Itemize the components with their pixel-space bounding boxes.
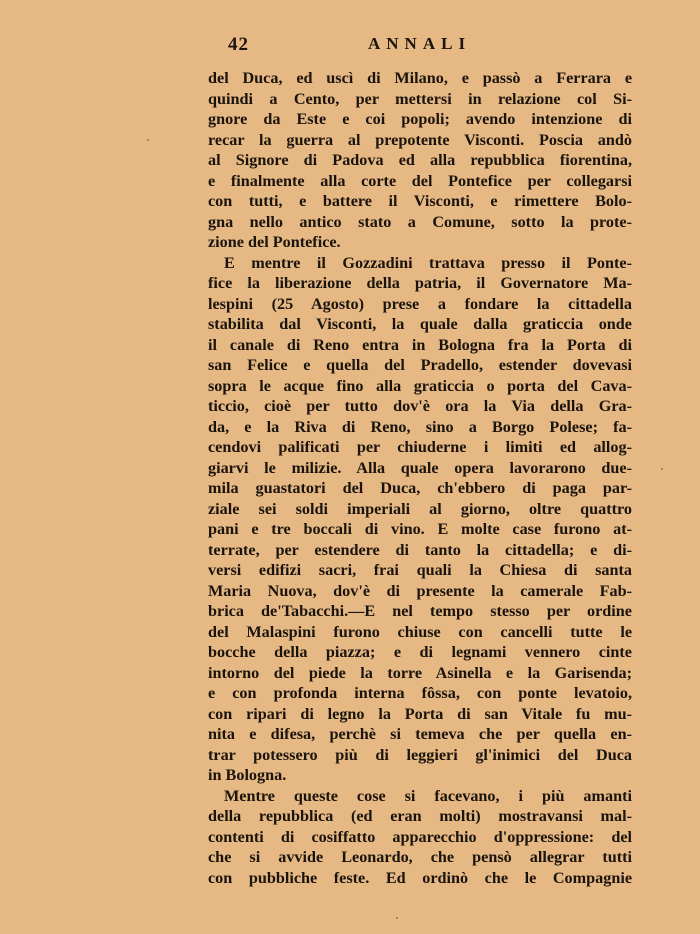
text-line: con tutti, e battere il Visconti, e rimettere Bolo- (208, 192, 632, 210)
paper-speck (661, 468, 663, 470)
text-line: intorno del piede la torre Asinella e la Garisenda; (208, 663, 632, 682)
text-line: Maria Nuova, dov'è di presente la camerale Fab- (208, 581, 632, 600)
text-line: della repubblica (ed eran molti) mostravansi mal- (208, 807, 632, 825)
paper-speck (147, 139, 149, 141)
text-line: brica de'Tabacchi.—E nel tempo stesso per ordine (208, 602, 632, 620)
running-head: ANNALI (368, 34, 472, 53)
text-line: recar la guerra al prepotente Visconti. Poscia andò (208, 130, 632, 149)
text-line: san Felice e quella del Pradello, estender dovevasi (208, 356, 632, 374)
text-line: quindi a Cento, per mettersi in relazione col Si- (208, 89, 632, 108)
text-line: contenti di cosiffatto apparecchio d'oppressione: del (208, 827, 632, 846)
text-line: mila guastatori del Duca, ch'ebbero di paga par- (208, 479, 632, 497)
text-line: trar potessero più di leggieri gl'inimici del Duca (208, 745, 632, 764)
text-line: al Signore di Padova ed alla repubblica fiorentina, (208, 151, 632, 169)
text-line: cendovi palificati per chiuderne i limiti ed allog- (208, 438, 632, 456)
text-line: del Malaspini furono chiuse con cancelli tutte le (208, 622, 632, 641)
text-line: gnore da Este e coi popoli; avendo intenzione di (208, 110, 632, 128)
text-line: ziale sei soldi imperiali al giorno, oltre quattro (208, 499, 632, 518)
text-line: del Duca, ed uscì di Milano, e passò a Ferrara e (208, 69, 632, 87)
text-line: versi edifizi sacri, frai quali la Chiesa di santa (208, 561, 632, 579)
text-line: con ripari di legno la Porta di san Vitale fu mu- (208, 704, 632, 723)
text-line: terrate, per estendere di tanto la cittadella; e di- (208, 540, 632, 559)
text-line: pani e tre boccali di vino. E molte case furono at- (208, 520, 632, 538)
text-line: sopra le acque fino alla graticcia o porta del Cava- (208, 376, 632, 395)
text-line: con pubbliche feste. Ed ordinò che le Compagnie (208, 868, 632, 887)
text-line: che si avvide Leonardo, che pensò allegrar tutti (208, 848, 632, 866)
text-line: gna nello antico stato a Comune, sotto la prote- (208, 212, 632, 231)
text-line: ticcio, cioè per tutto dov'è ora la Via della Gra- (208, 397, 632, 415)
page-header (208, 34, 632, 60)
text-line: nita e difesa, perchè si temeva che per quella en- (208, 725, 632, 743)
text-line: giarvi le milizie. Alla quale opera lavorarono due- (208, 458, 632, 477)
text-line: zione del Pontefice. (208, 233, 341, 251)
text-line: e con profonda interna fôssa, con ponte levatoio, (208, 684, 632, 702)
text-line: e finalmente alla corte del Pontefice per collegarsi (208, 171, 632, 190)
text-line: in Bologna. (208, 766, 287, 784)
text-line: E mentre il Gozzadini trattava presso il Ponte- (224, 253, 632, 272)
body-text (208, 68, 632, 888)
text-line: il canale di Reno entra in Bologna fra la Porta di (208, 335, 632, 354)
page-number: 42 (228, 34, 249, 55)
text-line: fice la liberazione della patria, il Governatore Ma- (208, 274, 632, 292)
text-line: lespini (25 Agosto) prese a fondare la cittadella (208, 294, 632, 313)
paper-speck (396, 917, 398, 919)
text-line: Mentre queste cose si facevano, i più amanti (224, 786, 632, 805)
text-line: stabilita dal Visconti, la quale dalla graticcia onde (208, 315, 632, 333)
text-line: bocche della piazza; e di legnami vennero cinte (208, 643, 632, 661)
text-line: da, e la Riva di Reno, sino a Borgo Polese; fa- (208, 417, 632, 436)
